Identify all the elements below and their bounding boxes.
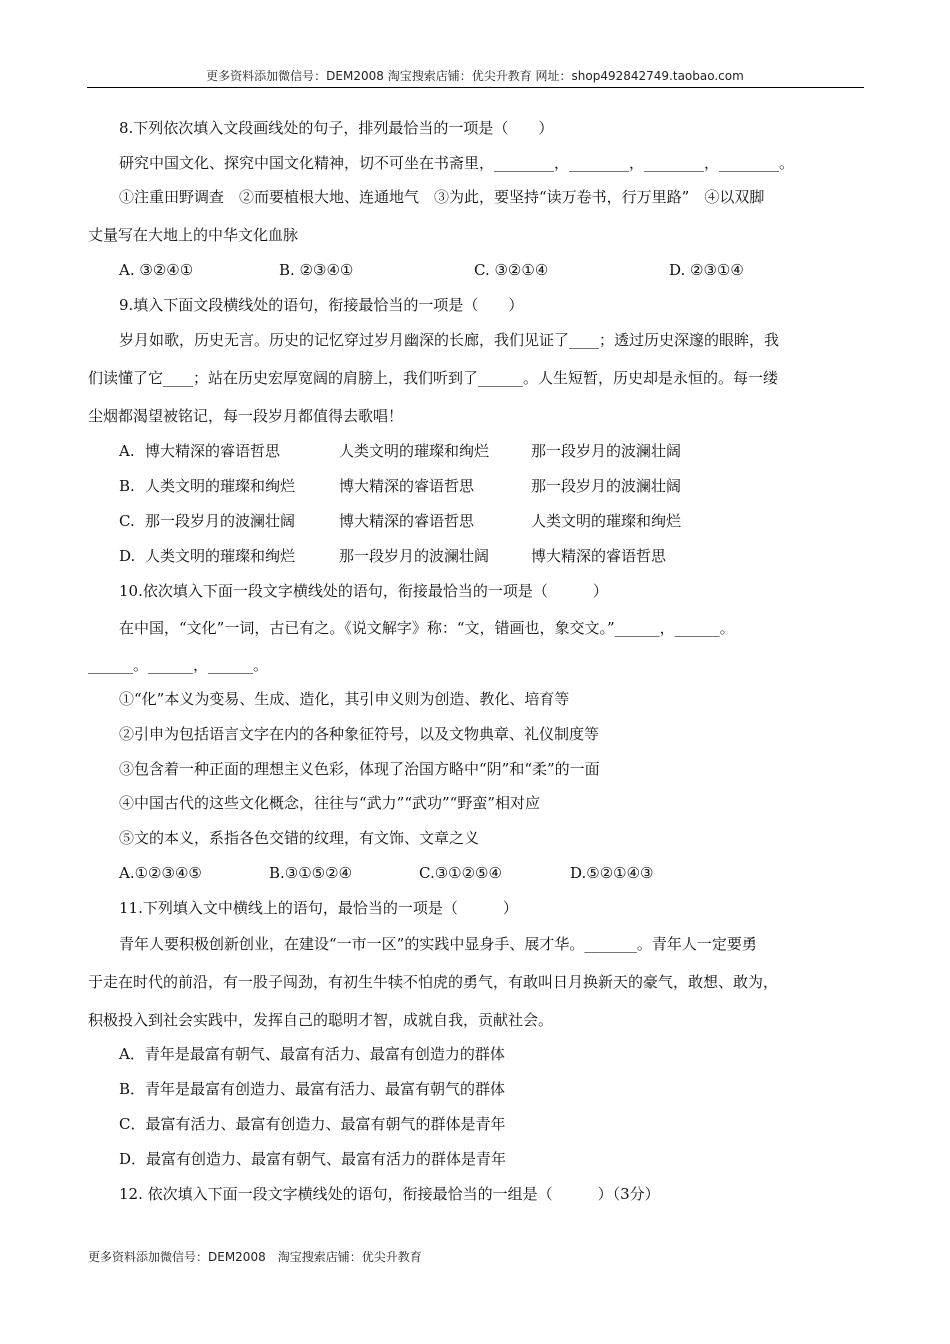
- q8-passage: 研究中国文化、探究中国文化精神，切不可坐在书斋里，________，________，________，________。: [119, 154, 795, 172]
- q10-option-d[interactable]: D.⑤②①④③: [570, 864, 654, 882]
- q11-passage-line1: 青年人要积极创新创业，在建设“一市一区”的实践中显身手、展才华。_______。青年人一定要勇: [119, 935, 757, 953]
- q8-option-c[interactable]: C. ③②①④: [474, 261, 549, 279]
- q12-stem: 12. 依次填入下面一段文字横线处的语句，衔接最恰当的一组是（ ）（3分）: [119, 1185, 660, 1203]
- q11-option-a[interactable]: A．青年是最富有朝气、最富有活力、最富有创造力的群体: [119, 1045, 505, 1063]
- q11-option-b[interactable]: B．青年是最富有创造力、最富有活力、最富有朝气的群体: [119, 1080, 506, 1098]
- q10-option-c[interactable]: C.③①②⑤④: [419, 864, 502, 882]
- q11-option-d[interactable]: D．最富有创造力、最富有朝气、最富有活力的群体是青年: [119, 1150, 507, 1168]
- q8-option-a[interactable]: A. ③②④①: [119, 261, 194, 279]
- q8-option-d[interactable]: D. ②③①④: [669, 261, 744, 279]
- q11-option-c[interactable]: C．最富有活力、最富有创造力、最富有朝气的群体是青年: [119, 1115, 506, 1133]
- q10-item-1: ①“化”本义为变易、生成、造化，其引申义则为创造、教化、培育等: [119, 690, 570, 708]
- q8-stem: 8.下列依次填入文段画线处的句子，排列最恰当的一项是（ ）: [119, 119, 554, 137]
- q10-item-2: ②引申为包括语言文字在内的各种象征符号，以及文物典章、礼仪制度等: [119, 725, 600, 743]
- q8-option-b[interactable]: B. ②③④①: [279, 261, 354, 279]
- header-divider: [87, 87, 864, 88]
- page-header: 更多资料添加微信号：DEM2008 淘宝搜索店铺：优尖升教育 网址：shop492842749.taobao.com: [206, 69, 744, 83]
- q10-item-4: ④中国古代的这些文化概念，往往与“武力”“武功”“野蛮”相对应: [119, 794, 541, 812]
- q11-passage-line2: 于走在时代的前沿，有一股子闯劲，有初生牛犊不怕虎的勇气，有敢叫日月换新天的豪气，敢想、敢为，: [88, 973, 779, 991]
- page-footer: 更多资料添加微信号：DEM2008 淘宝搜索店铺：优尖升教育: [88, 1250, 422, 1264]
- q8-items-line2: 丈量写在大地上的中华文化血脉: [88, 226, 299, 244]
- q10-passage-line1: 在中国，“文化”一词，古已有之。《说文解字》称：“文，错画也，象交文。”______，______。: [119, 619, 735, 637]
- q10-option-b[interactable]: B.③①⑤②④: [269, 864, 353, 882]
- q10-option-a[interactable]: A.①②③④⑤: [119, 864, 202, 882]
- q9-passage-line1: 岁月如歌，历史无言。历史的记忆穿过岁月幽深的长廊，我们见证了____；透过历史深邃的眼眸，我: [119, 331, 780, 349]
- q9-stem: 9.填入下面文段横线处的语句，衔接最恰当的一项是（ ）: [119, 296, 524, 314]
- q9-passage-line3: 尘烟都渴望被铭记，每一段岁月都值得去歌唱！: [88, 407, 404, 425]
- q11-passage-line3: 积极投入到社会实践中，发挥自己的聪明才智，成就自我，贡献社会。: [88, 1011, 554, 1029]
- q10-item-3: ③包含着一种正面的理想主义色彩，体现了治国方略中“阴”和“柔”的一面: [119, 760, 600, 778]
- q10-item-5: ⑤文的本义，系指各色交错的纹理，有文饰、文章之义: [119, 829, 480, 847]
- q10-stem: 10.依次填入下面一段文字横线处的语句，衔接最恰当的一项是（ ）: [119, 582, 608, 600]
- q9-passage-line2: 们读懂了它____；站在历史宏厚宽阔的肩膀上，我们听到了______。人生短暂，历史却是永恒的。每一缕: [88, 369, 779, 387]
- q11-stem: 11.下列填入文中横线上的语句，最恰当的一项是（ ）: [119, 899, 518, 917]
- q10-passage-line2: ______。______，______。: [88, 656, 269, 674]
- q8-items-line1: ①注重田野调查 ②而要植根大地、连通地气 ③为此，要坚持“读万卷书，行万里路” ④以双脚: [119, 188, 765, 206]
